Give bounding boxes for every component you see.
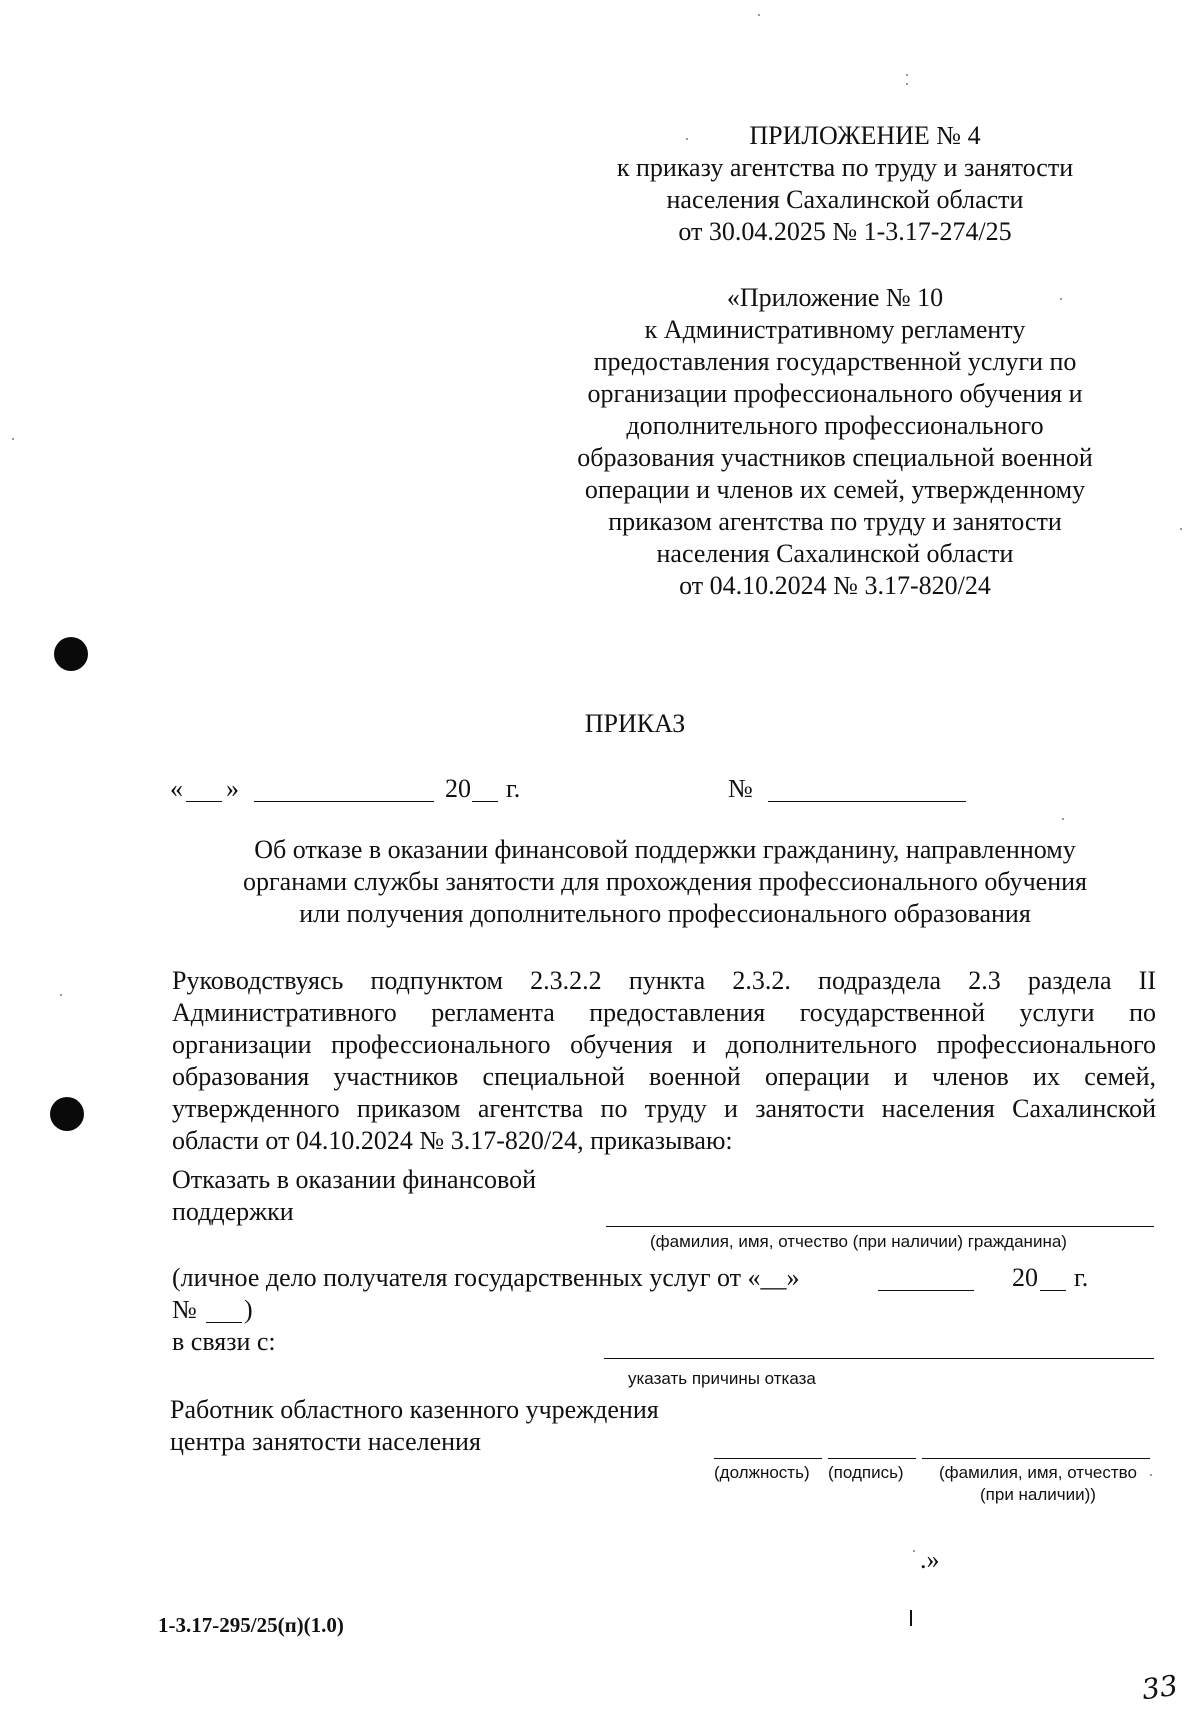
- order-body-paragraph: Руководствуясь подпунктом 2.3.2.2 пункта 2.3.2. подраздела 2.3 раздела II Административного регламента предоставления государственной услуги по организации профессионального обучения и дополнительного профессионального образования участников специальной военной операции и членов их семей, утвержденного приказом агентства по труду и занятости населения Сахалинской области от 04.10.2024 № 3.17-820/24, приказываю:: [172, 966, 1156, 1155]
- case-year-blank[interactable]: [1040, 1290, 1066, 1291]
- signer-name-caption-line: (при наличии)): [980, 1485, 1096, 1504]
- annex-line: образования участников специальной военной: [577, 443, 1093, 472]
- scan-speck: [12, 438, 14, 440]
- subject-line: органами службы занятости для прохождения профессионального обучения: [242, 867, 1088, 896]
- annex-line: организации профессионального обучения и: [587, 379, 1083, 408]
- page-number: 33: [1139, 1668, 1180, 1707]
- annex-line: к Административному регламенту: [644, 315, 1026, 344]
- scan-speck: [1062, 818, 1064, 820]
- date-close-quote: »: [226, 774, 239, 803]
- tick-mark: [910, 1610, 912, 1626]
- order-date-line: [170, 773, 990, 807]
- scan-speck: [913, 1550, 915, 1552]
- annex-line: предоставления государственной услуги по: [593, 347, 1077, 376]
- scan-speck: [60, 994, 62, 996]
- date-open-quote: «: [170, 774, 183, 803]
- case-line: [172, 1262, 1162, 1296]
- signer-name-caption-line: (фамилия, имя, отчество: [939, 1463, 1137, 1482]
- order-number-blank[interactable]: [768, 801, 966, 802]
- signature-caption: (подпись): [828, 1463, 904, 1482]
- appendix-header: [560, 120, 1130, 248]
- punch-hole-bottom: [50, 1097, 84, 1131]
- annex-line: от 04.10.2024 № 3.17-820/24: [679, 571, 991, 600]
- year-prefix: 20: [445, 774, 471, 803]
- case-text: (личное дело получателя государственных услуг от «__»: [172, 1263, 800, 1292]
- employee-line-2: центра занятости населения: [170, 1427, 481, 1456]
- refuse-line-1: Отказать в оказании финансовой: [172, 1165, 537, 1194]
- signature-blank[interactable]: [828, 1458, 916, 1459]
- case-month-blank[interactable]: [878, 1290, 974, 1291]
- scan-speck: [906, 83, 908, 85]
- subject-line: Об отказе в оказании финансовой поддержки гражданину, направленному: [254, 835, 1076, 864]
- month-blank[interactable]: [254, 801, 434, 802]
- citizen-name-caption: (фамилия, имя, отчество (при наличии) гражданина): [650, 1232, 1067, 1251]
- annex-line: операции и членов их семей, утвержденному: [584, 475, 1086, 504]
- scan-speck: [1180, 528, 1182, 530]
- scan-speck: [906, 74, 908, 76]
- position-caption: (должность): [714, 1463, 810, 1482]
- refuse-line-2: поддержки: [172, 1197, 294, 1226]
- subject-line: или получения дополнительного профессионального образования: [299, 899, 1031, 928]
- case-number-sign: №: [172, 1295, 197, 1324]
- annex-line: дополнительного профессионального: [626, 411, 1044, 440]
- closing-quote: .»: [920, 1545, 940, 1574]
- appendix-title: ПРИЛОЖЕНИЕ № 4: [749, 121, 981, 150]
- annex-line: населения Сахалинской области: [656, 539, 1014, 568]
- case-close-paren: ): [244, 1295, 253, 1324]
- case-year-prefix: 20: [1012, 1263, 1038, 1292]
- order-subject: [170, 834, 1160, 930]
- annex-line: приказом агентства по труду и занятости: [608, 507, 1062, 536]
- reason-caption: указать причины отказа: [628, 1369, 816, 1388]
- appendix-line: к приказу агентства по труду и занятости: [616, 153, 1074, 182]
- annex-header: [540, 282, 1130, 602]
- reason-blank[interactable]: [604, 1358, 1154, 1359]
- annex-line: «Приложение № 10: [726, 283, 944, 312]
- appendix-line: населения Сахалинской области: [666, 185, 1024, 214]
- reason-label: в связи с:: [172, 1327, 276, 1356]
- citizen-name-blank[interactable]: [606, 1226, 1154, 1227]
- year-blank[interactable]: [472, 801, 498, 802]
- document-code: 1-3.17-295/25(п)(1.0): [158, 1613, 344, 1637]
- case-year-suffix: г.: [1074, 1263, 1089, 1292]
- day-blank[interactable]: [186, 801, 222, 802]
- order-title: ПРИКАЗ: [584, 709, 686, 738]
- punch-hole-top: [54, 637, 88, 671]
- year-suffix: г.: [506, 774, 521, 803]
- appendix-line: от 30.04.2025 № 1-3.17-274/25: [678, 217, 1012, 246]
- number-sign: №: [728, 774, 753, 803]
- signer-name-blank[interactable]: [922, 1458, 1150, 1459]
- case-number-line: [172, 1294, 372, 1328]
- position-blank[interactable]: [714, 1458, 822, 1459]
- case-number-blank[interactable]: [206, 1322, 242, 1323]
- scan-speck: [758, 14, 760, 16]
- signer-name-caption: [920, 1462, 1156, 1506]
- employee-line-1: Работник областного казенного учреждения: [170, 1395, 659, 1424]
